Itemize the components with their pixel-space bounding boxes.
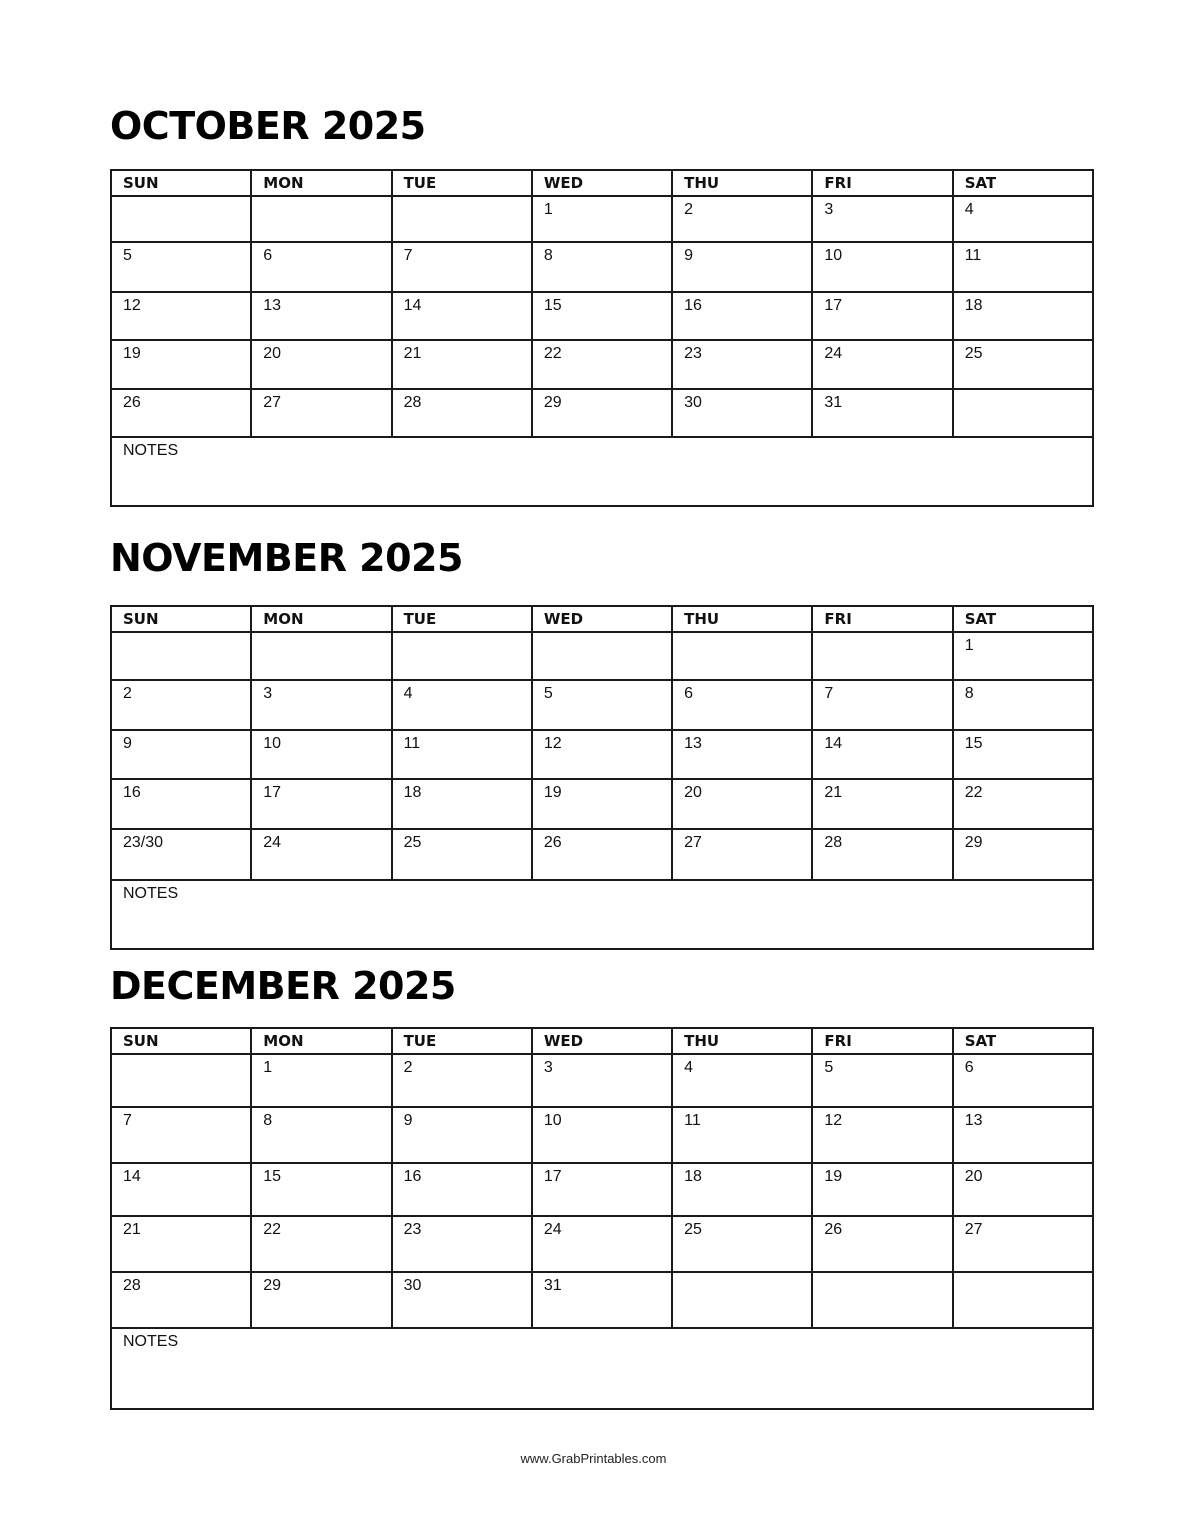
day-cell: 27: [953, 1216, 1093, 1272]
day-cell: [251, 196, 391, 242]
day-cell: 17: [532, 1163, 672, 1216]
day-cell: 30: [672, 389, 812, 437]
day-cell: 28: [812, 829, 952, 880]
day-cell: 19: [111, 340, 251, 389]
weekday-header: SUN: [111, 170, 251, 196]
day-cell: 13: [251, 292, 391, 340]
day-cell: 11: [953, 242, 1093, 292]
day-cell: [392, 632, 532, 680]
day-cell: 23: [392, 1216, 532, 1272]
day-cell: [111, 632, 251, 680]
day-cell: 31: [532, 1272, 672, 1328]
week-row: [111, 730, 1093, 779]
day-cell: [532, 632, 672, 680]
notes-area: NOTES: [111, 437, 1093, 506]
day-cell: 6: [251, 242, 391, 292]
day-cell: 22: [532, 340, 672, 389]
day-cell: 7: [812, 680, 952, 730]
day-cell: 13: [672, 730, 812, 779]
week-row: [111, 292, 1093, 340]
day-cell: 6: [953, 1054, 1093, 1107]
week-row: [111, 340, 1093, 389]
day-cell: 5: [812, 1054, 952, 1107]
day-cell: 4: [392, 680, 532, 730]
day-cell: 23: [672, 340, 812, 389]
month-title: OCTOBER 2025: [110, 104, 426, 148]
day-cell: 4: [953, 196, 1093, 242]
weekday-header: FRI: [812, 606, 952, 632]
day-cell: 16: [111, 779, 251, 829]
day-cell: 12: [812, 1107, 952, 1163]
day-cell: 19: [532, 779, 672, 829]
day-cell: [953, 389, 1093, 437]
day-cell: 20: [672, 779, 812, 829]
weekday-header: SAT: [953, 1028, 1093, 1054]
weekday-header: SAT: [953, 170, 1093, 196]
week-row: [111, 829, 1093, 880]
week-row: [111, 632, 1093, 680]
day-cell: 9: [111, 730, 251, 779]
day-cell: 18: [672, 1163, 812, 1216]
day-cell: 9: [392, 1107, 532, 1163]
weekday-header: FRI: [812, 170, 952, 196]
week-row: [111, 242, 1093, 292]
day-cell: 7: [111, 1107, 251, 1163]
day-cell: 1: [532, 196, 672, 242]
calendar-grid: [110, 169, 1094, 507]
day-cell: [812, 632, 952, 680]
day-cell: [251, 632, 391, 680]
day-cell: 26: [111, 389, 251, 437]
day-cell: 24: [532, 1216, 672, 1272]
day-cell: [111, 1054, 251, 1107]
day-cell: 10: [532, 1107, 672, 1163]
day-cell: [111, 196, 251, 242]
weekday-header: MON: [251, 1028, 391, 1054]
calendar-grid: [110, 605, 1094, 950]
weekday-header: TUE: [392, 606, 532, 632]
day-cell: 8: [953, 680, 1093, 730]
weekday-header-row: [111, 1028, 1093, 1054]
week-row: [111, 389, 1093, 437]
day-cell: 5: [532, 680, 672, 730]
day-cell: 17: [812, 292, 952, 340]
day-cell: 20: [251, 340, 391, 389]
day-cell: 16: [672, 292, 812, 340]
day-cell: 15: [953, 730, 1093, 779]
day-cell: 11: [672, 1107, 812, 1163]
day-cell: 10: [251, 730, 391, 779]
day-cell: [953, 1272, 1093, 1328]
week-row: [111, 196, 1093, 242]
weekday-header: WED: [532, 606, 672, 632]
day-cell: 3: [532, 1054, 672, 1107]
day-cell: 21: [812, 779, 952, 829]
weekday-header: SAT: [953, 606, 1093, 632]
day-cell: 29: [532, 389, 672, 437]
day-cell: 14: [812, 730, 952, 779]
notes-area: NOTES: [111, 1328, 1093, 1409]
week-row: [111, 1054, 1093, 1107]
week-row: [111, 1163, 1093, 1216]
day-cell: 31: [812, 389, 952, 437]
month-title: NOVEMBER 2025: [110, 536, 463, 580]
week-row: [111, 1272, 1093, 1328]
day-cell: 15: [532, 292, 672, 340]
week-row: [111, 779, 1093, 829]
calendar-grid: [110, 1027, 1094, 1410]
day-cell: 10: [812, 242, 952, 292]
day-cell: 3: [251, 680, 391, 730]
week-row: [111, 1107, 1093, 1163]
day-cell: 25: [392, 829, 532, 880]
weekday-header-row: [111, 170, 1093, 196]
day-cell: 24: [251, 829, 391, 880]
day-cell: 27: [251, 389, 391, 437]
weekday-header: TUE: [392, 170, 532, 196]
day-cell: 28: [111, 1272, 251, 1328]
day-cell: 18: [392, 779, 532, 829]
day-cell: 16: [392, 1163, 532, 1216]
day-cell: 21: [111, 1216, 251, 1272]
day-cell: 18: [953, 292, 1093, 340]
day-cell: 24: [812, 340, 952, 389]
day-cell: 1: [953, 632, 1093, 680]
day-cell: 2: [392, 1054, 532, 1107]
day-cell: 17: [251, 779, 391, 829]
week-row: [111, 680, 1093, 730]
day-cell: 14: [111, 1163, 251, 1216]
day-cell: 20: [953, 1163, 1093, 1216]
day-cell: 8: [532, 242, 672, 292]
weekday-header: MON: [251, 606, 391, 632]
day-cell: [392, 196, 532, 242]
day-cell: 25: [953, 340, 1093, 389]
day-cell: 5: [111, 242, 251, 292]
day-cell: 26: [812, 1216, 952, 1272]
weekday-header: WED: [532, 170, 672, 196]
day-cell: 25: [672, 1216, 812, 1272]
day-cell: 8: [251, 1107, 391, 1163]
weekday-header: SUN: [111, 606, 251, 632]
day-cell: 3: [812, 196, 952, 242]
weekday-header: MON: [251, 170, 391, 196]
day-cell: 26: [532, 829, 672, 880]
day-cell: 19: [812, 1163, 952, 1216]
month-title: DECEMBER 2025: [110, 964, 456, 1008]
weekday-header: THU: [672, 606, 812, 632]
weekday-header: SUN: [111, 1028, 251, 1054]
day-cell: 13: [953, 1107, 1093, 1163]
notes-area: NOTES: [111, 880, 1093, 949]
day-cell: 9: [672, 242, 812, 292]
weekday-header: TUE: [392, 1028, 532, 1054]
weekday-header: WED: [532, 1028, 672, 1054]
day-cell: 6: [672, 680, 812, 730]
day-cell: [672, 1272, 812, 1328]
day-cell: 11: [392, 730, 532, 779]
day-cell: 23/30: [111, 829, 251, 880]
day-cell: 21: [392, 340, 532, 389]
day-cell: 7: [392, 242, 532, 292]
day-cell: 27: [672, 829, 812, 880]
week-row: [111, 1216, 1093, 1272]
footer-url: www.GrabPrintables.com: [520, 1451, 667, 1466]
day-cell: 22: [251, 1216, 391, 1272]
day-cell: [812, 1272, 952, 1328]
day-cell: 15: [251, 1163, 391, 1216]
day-cell: 22: [953, 779, 1093, 829]
day-cell: 12: [532, 730, 672, 779]
weekday-header: THU: [672, 1028, 812, 1054]
day-cell: 29: [953, 829, 1093, 880]
day-cell: [672, 632, 812, 680]
day-cell: 12: [111, 292, 251, 340]
day-cell: 1: [251, 1054, 391, 1107]
day-cell: 14: [392, 292, 532, 340]
weekday-header-row: [111, 606, 1093, 632]
weekday-header: FRI: [812, 1028, 952, 1054]
day-cell: 2: [111, 680, 251, 730]
weekday-header: THU: [672, 170, 812, 196]
day-cell: 30: [392, 1272, 532, 1328]
day-cell: 4: [672, 1054, 812, 1107]
day-cell: 28: [392, 389, 532, 437]
day-cell: 29: [251, 1272, 391, 1328]
day-cell: 2: [672, 196, 812, 242]
